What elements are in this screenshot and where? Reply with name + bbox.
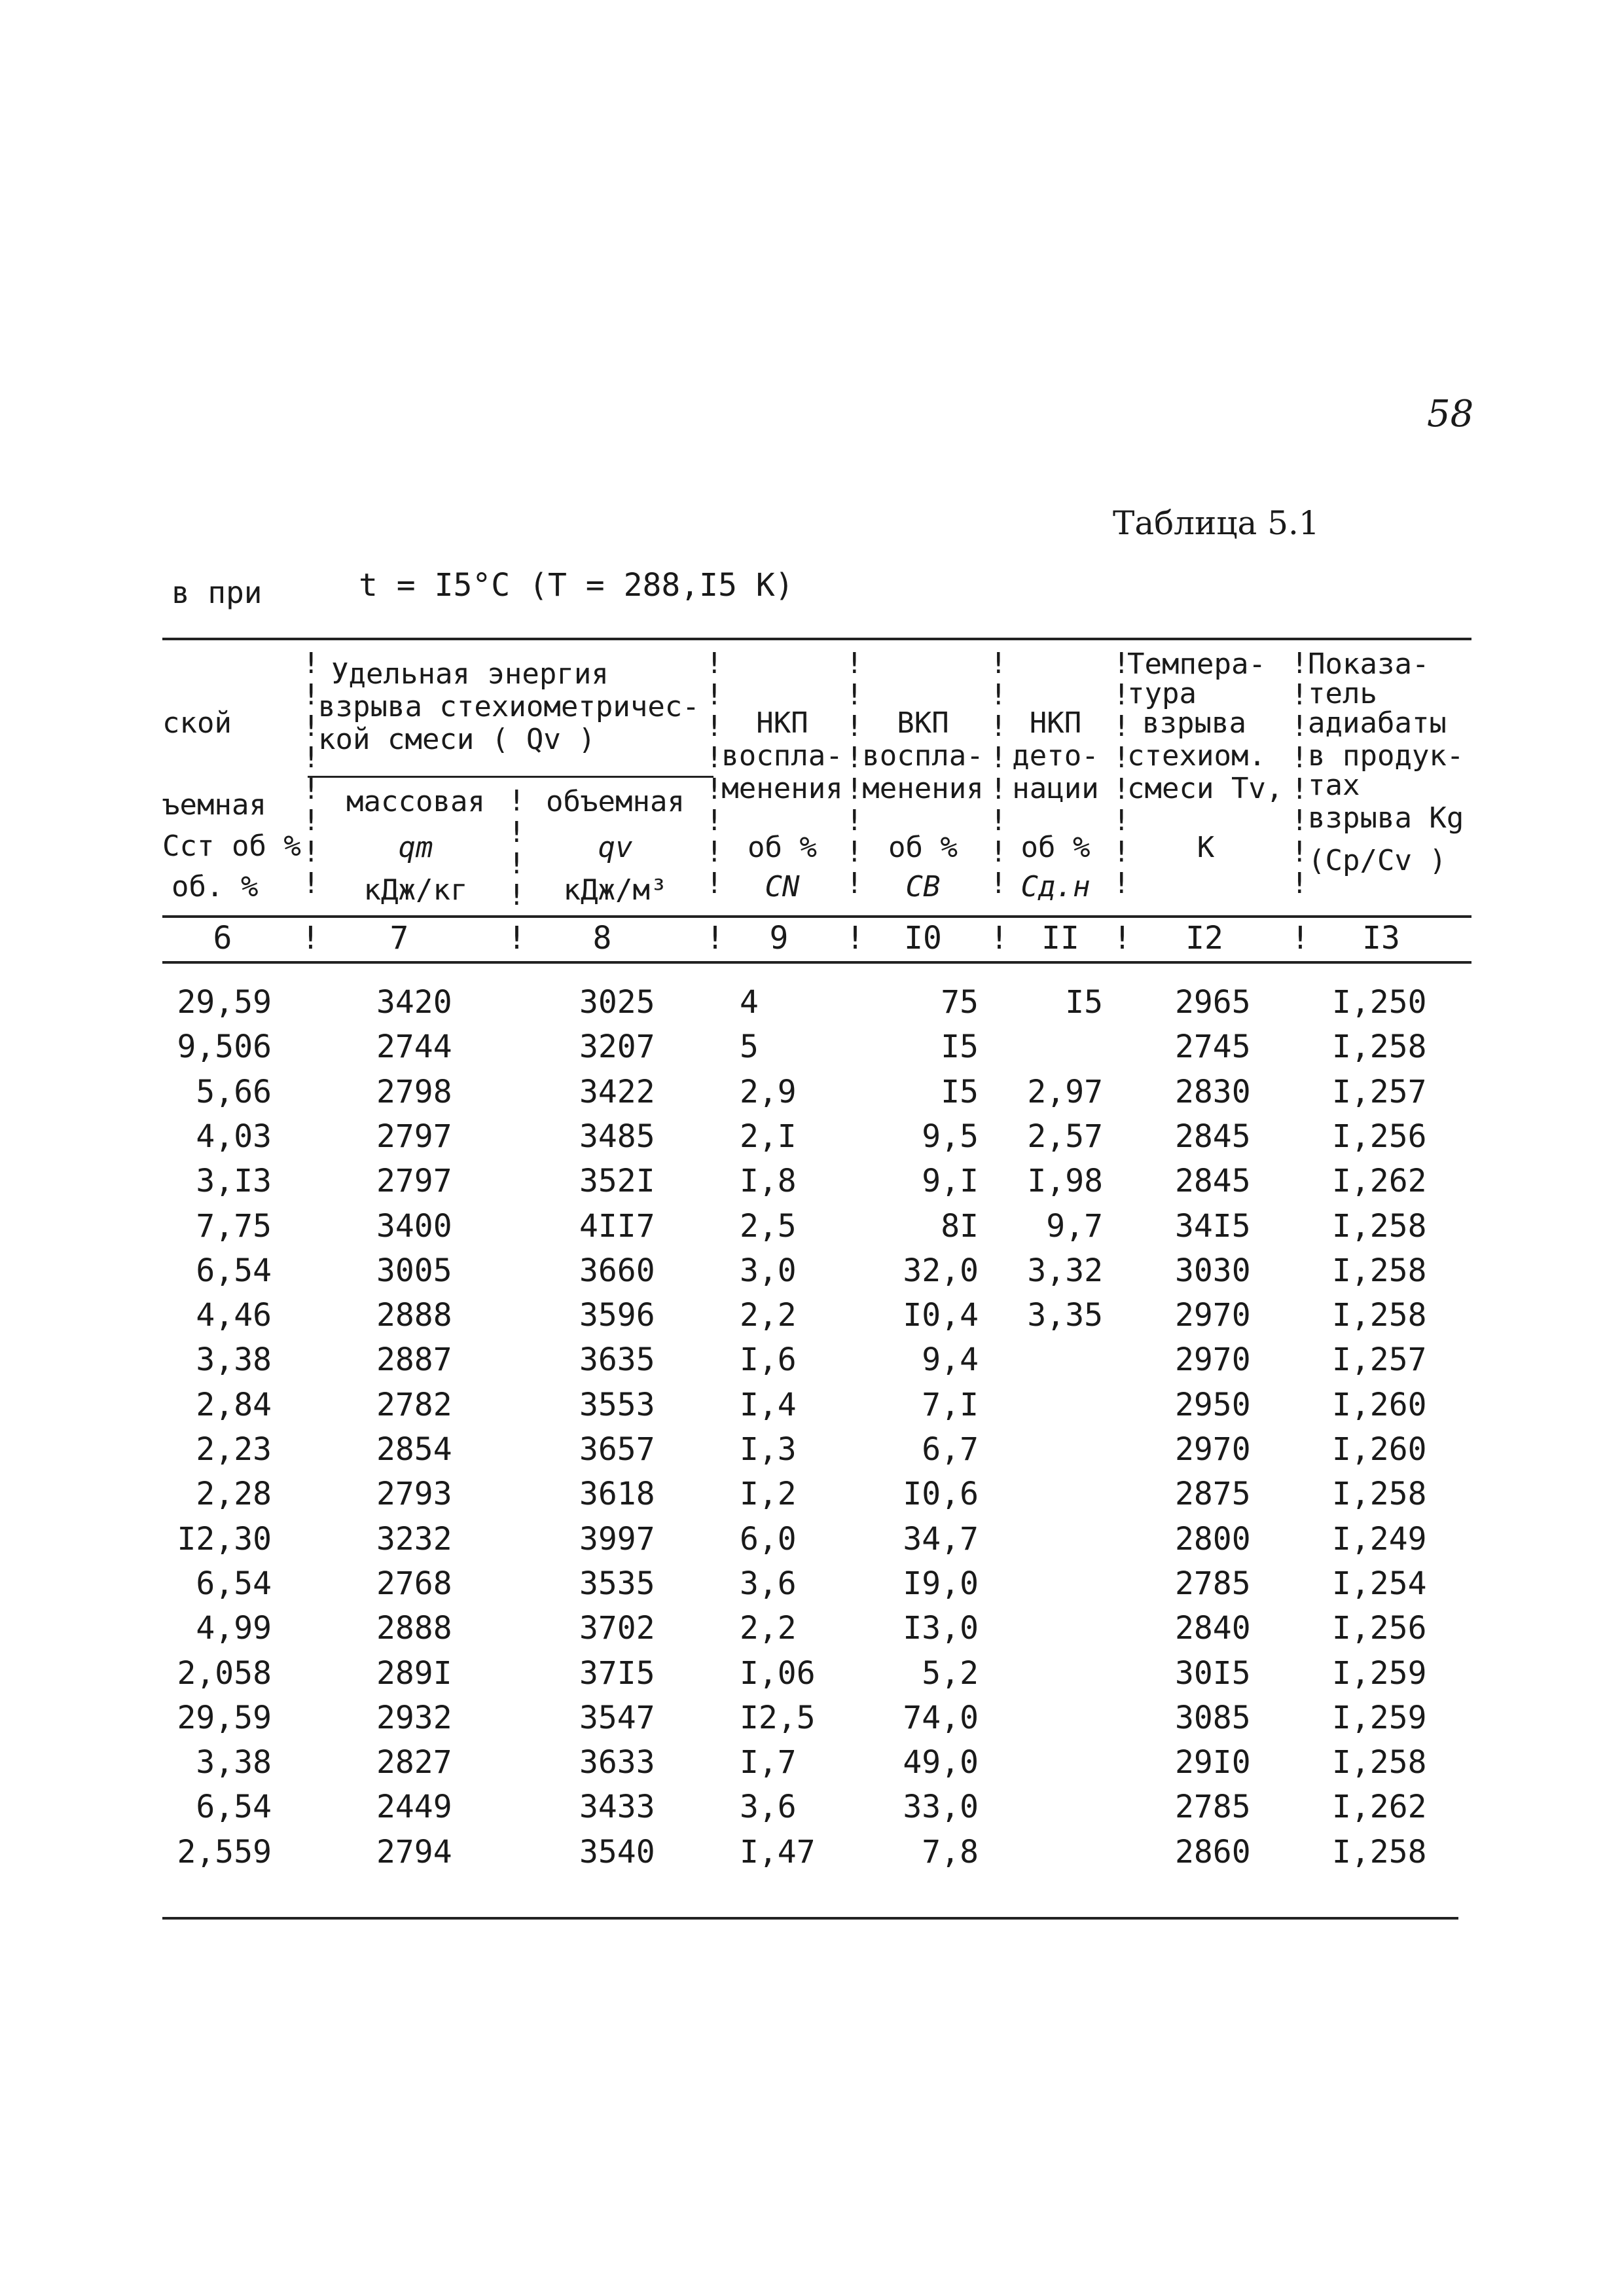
table-cell: 3,38 (196, 1341, 272, 1379)
table-cell: 4,46 (196, 1297, 272, 1334)
header-col12-line2: тура (1127, 677, 1197, 710)
table-cell: 3997 (579, 1520, 655, 1558)
table-cell: 3596 (579, 1297, 655, 1334)
header-col11-line3: нации (1012, 772, 1099, 805)
header-col11-symbol: Cд.н (1020, 870, 1091, 903)
table-cell: 4II7 (579, 1207, 655, 1245)
table-cell: 2970 (1175, 1341, 1251, 1379)
header-col6-top: ской (162, 706, 232, 740)
table-cell: 34I5 (1175, 1207, 1251, 1245)
column-number: I2 (1185, 920, 1223, 957)
table-cell: 2888 (376, 1297, 452, 1334)
table-cell: I,257 (1332, 1341, 1427, 1379)
table-cell: 3,38 (196, 1744, 272, 1781)
header-col9-symbol: CN (765, 870, 800, 903)
table-top-rule (162, 638, 1471, 640)
header-col8-symbol: qv (598, 831, 633, 864)
column-separator: ! (846, 920, 865, 957)
column-number: I0 (904, 920, 942, 957)
table-cell: 6,54 (196, 1252, 272, 1289)
table-cell: I3,0 (903, 1610, 979, 1647)
table-cell: I0,6 (903, 1476, 979, 1513)
table-cell: 3540 (579, 1833, 655, 1870)
table-cell: I,259 (1332, 1654, 1427, 1692)
table-cell: I5 (1065, 984, 1103, 1021)
table-cell: 2840 (1175, 1610, 1251, 1647)
column-separator: ! ! ! ! (508, 784, 526, 912)
energy-group-rule (308, 776, 713, 778)
table-cell: I,254 (1332, 1565, 1427, 1602)
table-cell: 289I (376, 1654, 452, 1692)
table-cell: 74,0 (903, 1699, 979, 1736)
header-col12-unit: K (1197, 831, 1215, 864)
table-cell: 3,35 (1027, 1297, 1103, 1334)
caption-fragment: в при (171, 575, 262, 610)
table-cell: 2785 (1175, 1789, 1251, 1826)
column-separator: ! ! ! ! ! ! ! ! (846, 647, 863, 900)
table-cell: 49,0 (903, 1744, 979, 1781)
table-cell: 2854 (376, 1431, 452, 1468)
column-number: 8 (592, 920, 612, 957)
header-energy-line2: взрыва стехиометричес- (318, 690, 700, 723)
table-cell: I,47 (740, 1833, 816, 1870)
header-col10-line2: воспла- (862, 739, 984, 773)
table-cell: 2794 (376, 1833, 452, 1870)
table-cell: I,258 (1332, 1029, 1427, 1066)
table-cell: I5 (941, 1073, 979, 1110)
table-cell: 2785 (1175, 1565, 1251, 1602)
table-cell: 75 (941, 984, 979, 1021)
column-separator: ! ! ! ! ! ! ! ! (990, 647, 1007, 900)
header-col13-line1: Показа- (1308, 647, 1430, 681)
column-numbers-rule (162, 961, 1471, 964)
table-cell: 2,84 (196, 1386, 272, 1423)
header-col11-line1: НКП (1029, 706, 1082, 740)
table-cell: I,4 (740, 1386, 797, 1423)
table-cell: 29I0 (1175, 1744, 1251, 1781)
table-cell: 2,57 (1027, 1118, 1103, 1155)
table-bottom-rule (162, 1917, 1458, 1920)
header-col9-line3: менения (721, 772, 843, 805)
table-cell: 3657 (579, 1431, 655, 1468)
table-cell: 2,058 (177, 1654, 272, 1692)
table-cell: 3400 (376, 1207, 452, 1245)
table-cell: 2,23 (196, 1431, 272, 1468)
table-cell: I5 (941, 1029, 979, 1066)
header-col13-line7: (Cp/Cv ) (1308, 844, 1447, 877)
header-col7-line1: массовая (346, 785, 485, 818)
table-cell: 2449 (376, 1789, 452, 1826)
table-cell: 2,I (740, 1118, 797, 1155)
page-number: 58 (1427, 393, 1474, 435)
table-cell: 29,59 (177, 984, 272, 1021)
table-cell: I,257 (1332, 1073, 1427, 1110)
table-cell: I2,5 (740, 1699, 816, 1736)
table-cell: 3085 (1175, 1699, 1251, 1736)
table-cell: 2797 (376, 1118, 452, 1155)
table-cell: 9,5 (922, 1118, 979, 1155)
temperature-condition: t = I5°C (T = 288,I5 K) (359, 567, 794, 604)
table-cell: 37I5 (579, 1654, 655, 1692)
table-cell: 4,03 (196, 1118, 272, 1155)
table-cell: 30I5 (1175, 1654, 1251, 1692)
table-cell: 4,99 (196, 1610, 272, 1647)
column-separator: ! ! ! ! ! ! ! ! (1291, 647, 1308, 900)
table-cell: 9,506 (177, 1029, 272, 1066)
table-cell: 2,28 (196, 1476, 272, 1513)
table-cell: 3660 (579, 1252, 655, 1289)
header-col13-line5: тах (1308, 769, 1360, 802)
header-col6-line1: ъемная (162, 788, 266, 822)
header-col11-line2: дето- (1012, 739, 1099, 773)
table-cell: 2,9 (740, 1073, 797, 1110)
column-separator: ! (1113, 920, 1132, 957)
table-cell: I,260 (1332, 1431, 1427, 1468)
table-cell: 2970 (1175, 1297, 1251, 1334)
table-cell: 2845 (1175, 1163, 1251, 1200)
table-cell: 2793 (376, 1476, 452, 1513)
header-col7-symbol: qm (398, 831, 433, 864)
header-col8-unit: кДж/м³ (563, 873, 668, 907)
table-cell: I0,4 (903, 1297, 979, 1334)
table-cell: 3,0 (740, 1252, 797, 1289)
table-cell: 3207 (579, 1029, 655, 1066)
table-cell: 2950 (1175, 1386, 1251, 1423)
table-cell: I,2 (740, 1476, 797, 1513)
table-cell: 2,559 (177, 1833, 272, 1870)
table-cell: 3618 (579, 1476, 655, 1513)
table-cell: I,06 (740, 1654, 816, 1692)
header-col10-line3: менения (862, 772, 984, 805)
header-col12-line5: смеси Tv, (1127, 772, 1284, 805)
column-separator: ! ! ! ! ! ! ! ! (1113, 647, 1130, 900)
header-col9-line2: воспла- (721, 739, 843, 773)
table-cell: 6,54 (196, 1789, 272, 1826)
table-cell: 7,I (922, 1386, 979, 1423)
table-cell: 3,32 (1027, 1252, 1103, 1289)
table-cell: 2797 (376, 1163, 452, 1200)
table-cell: 34,7 (903, 1520, 979, 1558)
header-col12-line1: Темпера- (1127, 647, 1266, 681)
table-cell: I,256 (1332, 1118, 1427, 1155)
table-cell: 3,6 (740, 1789, 797, 1826)
header-energy-line1: Удельная энергия (331, 657, 609, 691)
table-cell: 352I (579, 1163, 655, 1200)
table-cell: I,259 (1332, 1699, 1427, 1736)
table-cell: 2798 (376, 1073, 452, 1110)
table-cell: I,6 (740, 1341, 797, 1379)
table-cell: 2800 (1175, 1520, 1251, 1558)
table-cell: 2932 (376, 1699, 452, 1736)
table-cell: 3025 (579, 984, 655, 1021)
header-col13-line3: адиабаты (1308, 706, 1447, 740)
table-cell: 5,66 (196, 1073, 272, 1110)
table-cell: 3,I3 (196, 1163, 272, 1200)
table-cell: 6,54 (196, 1565, 272, 1602)
table-cell: 4 (740, 984, 759, 1021)
header-col12-line3: взрыва (1142, 706, 1246, 740)
table-cell: 2888 (376, 1610, 452, 1647)
header-col6-line2: Cст об % (162, 829, 301, 863)
column-number: 9 (769, 920, 789, 957)
table-cell: 2830 (1175, 1073, 1251, 1110)
table-cell: 3635 (579, 1341, 655, 1379)
table-cell: 9,I (922, 1163, 979, 1200)
table-cell: I,3 (740, 1431, 797, 1468)
table-cell: I,249 (1332, 1520, 1427, 1558)
table-cell: 2965 (1175, 984, 1251, 1021)
header-col13-line6: взрыва Kg (1308, 801, 1464, 835)
table-cell: 3420 (376, 984, 452, 1021)
header-bottom-rule (162, 915, 1471, 918)
table-cell: 2,2 (740, 1610, 797, 1647)
column-separator: ! ! ! ! ! ! ! ! (706, 647, 723, 900)
table-cell: 2827 (376, 1744, 452, 1781)
column-separator: ! ! ! ! ! ! ! ! (302, 647, 320, 900)
header-col6-line3: об. % (171, 870, 259, 903)
table-cell: 3702 (579, 1610, 655, 1647)
table-cell: I,258 (1332, 1833, 1427, 1870)
table-cell: 3433 (579, 1789, 655, 1826)
table-cell: I,258 (1332, 1207, 1427, 1245)
table-cell: 2,2 (740, 1297, 797, 1334)
column-separator: ! (301, 920, 320, 957)
header-col12-line4: стехиом. (1127, 739, 1266, 773)
table-cell: I,258 (1332, 1252, 1427, 1289)
column-number: II (1041, 920, 1079, 957)
table-cell: I,8 (740, 1163, 797, 1200)
header-energy-line3: кой смеси ( Qv ) (318, 723, 596, 756)
table-cell: 7,8 (922, 1833, 979, 1870)
table-cell: 32,0 (903, 1252, 979, 1289)
table-cell: I,250 (1332, 984, 1427, 1021)
column-separator: ! (990, 920, 1009, 957)
table-cell: 2744 (376, 1029, 452, 1066)
column-separator: ! (706, 920, 725, 957)
table-cell: 5 (740, 1029, 759, 1066)
table-cell: 3005 (376, 1252, 452, 1289)
table-caption: Таблица 5.1 (1113, 504, 1320, 542)
table-cell: 3422 (579, 1073, 655, 1110)
table-cell: 2,5 (740, 1207, 797, 1245)
table-cell: I,260 (1332, 1386, 1427, 1423)
table-cell: I,7 (740, 1744, 797, 1781)
header-col9-line1: НКП (756, 706, 808, 740)
header-col7-unit: кДж/кг (363, 873, 468, 907)
table-cell: 29,59 (177, 1699, 272, 1736)
table-cell: I,258 (1332, 1744, 1427, 1781)
column-separator: ! (507, 920, 526, 957)
table-cell: 2768 (376, 1565, 452, 1602)
table-cell: 33,0 (903, 1789, 979, 1826)
table-cell: 2875 (1175, 1476, 1251, 1513)
table-cell: I,256 (1332, 1610, 1427, 1647)
header-col10-line1: ВКП (897, 706, 949, 740)
table-cell: I,98 (1027, 1163, 1103, 1200)
table-cell: 2970 (1175, 1431, 1251, 1468)
table-cell: 3553 (579, 1386, 655, 1423)
table-cell: 6,7 (922, 1431, 979, 1468)
table-cell: 3633 (579, 1744, 655, 1781)
table-cell: 3232 (376, 1520, 452, 1558)
table-cell: 2745 (1175, 1029, 1251, 1066)
table-cell: 2782 (376, 1386, 452, 1423)
column-number: I3 (1362, 920, 1400, 957)
header-col13-line4: в продук- (1308, 739, 1464, 773)
table-cell: 9,4 (922, 1341, 979, 1379)
header-col10-symbol: CB (905, 870, 941, 903)
header-col13-line2: тель (1308, 677, 1377, 710)
table-cell: I,262 (1332, 1789, 1427, 1826)
header-col9-line4: об % (748, 831, 817, 864)
table-cell: 3030 (1175, 1252, 1251, 1289)
table-cell: I,258 (1332, 1297, 1427, 1334)
table-cell: I,262 (1332, 1163, 1427, 1200)
table-cell: 2,97 (1027, 1073, 1103, 1110)
table-cell: 9,7 (1046, 1207, 1103, 1245)
table-cell: 5,2 (922, 1654, 979, 1692)
table-cell: 3485 (579, 1118, 655, 1155)
table-cell: 2887 (376, 1341, 452, 1379)
table-cell: 2860 (1175, 1833, 1251, 1870)
table-cell: 2845 (1175, 1118, 1251, 1155)
column-number: 7 (389, 920, 409, 957)
header-col11-line4: об % (1020, 831, 1091, 864)
table-cell: 3547 (579, 1699, 655, 1736)
column-number: 6 (213, 920, 232, 957)
table-cell: 6,0 (740, 1520, 797, 1558)
table-cell: 3,6 (740, 1565, 797, 1602)
header-col8-line1: объемная (546, 785, 685, 818)
table-cell: 3535 (579, 1565, 655, 1602)
table-cell: I9,0 (903, 1565, 979, 1602)
table-cell: 7,75 (196, 1207, 272, 1245)
table-cell: 8I (941, 1207, 979, 1245)
table-cell: I,258 (1332, 1476, 1427, 1513)
table-cell: I2,30 (177, 1520, 272, 1558)
column-separator: ! (1291, 920, 1310, 957)
header-col10-line4: об % (888, 831, 958, 864)
